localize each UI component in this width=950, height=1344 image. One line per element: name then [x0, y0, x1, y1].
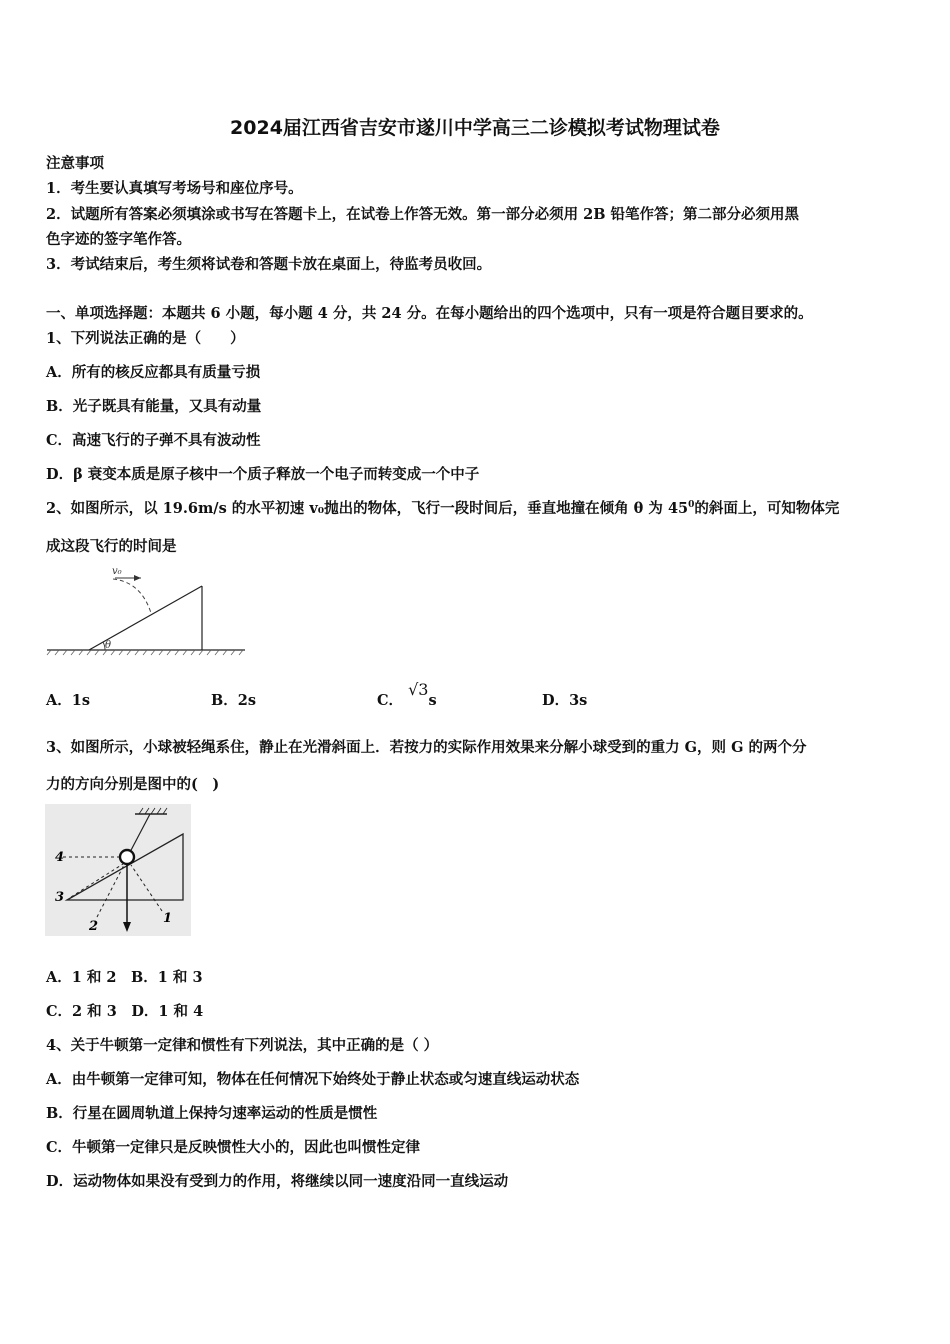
q1-option-b: B．光子既具有能量，又具有动量 [46, 398, 262, 415]
q1-stem: 1、下列说法正确的是（ ） [46, 330, 245, 347]
q2-stem-line2: 成这段飞行的时间是 [46, 538, 177, 555]
angle-label: θ [105, 640, 112, 651]
q4-option-a: A．由牛顿第一定律可知，物体在任何情况下始终处于静止状态或匀速直线运动状态 [46, 1071, 580, 1088]
notice-heading: 注意事项 [46, 155, 104, 172]
label-4: 4 [55, 850, 65, 865]
q3-stem-line1: 3、如图所示，小球被轻绳系住，静止在光滑斜面上．若按力的实际作用效果来分解小球受到的重力 G，则 G 的两个分 [46, 739, 807, 756]
q2-stem-b: 的斜面上，可知物体完 [694, 500, 840, 517]
q1-option-d: D．β 衰变本质是原子核中一个质子释放一个电子而转变成一个中子 [46, 466, 480, 483]
q2-figure-incline [45, 562, 250, 660]
q2-option-b: B．2s [211, 692, 257, 709]
notice-item-2: 2．试题所有答案必须填涂或书写在答题卡上，在试卷上作答无效。第一部分必须用 2B 铅笔作答；第二部分必须用黑 [46, 206, 800, 223]
q4-option-c: C．牛顿第一定律只是反映惯性大小的，因此也叫惯性定律 [46, 1139, 421, 1156]
q2-option-c-prefix: C． [377, 692, 404, 709]
q2-stem-sup: 0 [688, 500, 695, 511]
section-heading: 一、单项选择题：本题共 6 小题，每小题 4 分，共 24 分。在每小题给出的四个选项中，只有一项是符合题目要求的。 [46, 305, 813, 322]
notice-item-3: 3．考试结束后，考生须将试卷和答题卡放在桌面上，待监考员收回。 [46, 256, 492, 273]
notice-item-2-cont: 色字迹的签字笔作答。 [46, 231, 191, 248]
q2-stem-a: 2、如图所示，以 19.6m/s 的水平初速 v₀抛出的物体，飞行一段时间后，垂直地撞在倾角 θ 为 45 [46, 500, 689, 517]
q2-option-d: D．3s [542, 692, 588, 709]
velocity-label: v₀ [112, 566, 122, 577]
q1-option-c: C．高速飞行的子弹不具有波动性 [46, 432, 261, 449]
label-2: 2 [89, 919, 99, 934]
velocity-arrowhead [134, 575, 141, 581]
q4-stem: 4、关于牛顿第一定律和惯性有下列说法，其中正确的是（ ） [46, 1037, 439, 1054]
ground-hatch [47, 650, 243, 655]
label-3: 3 [55, 890, 65, 905]
ball [120, 850, 134, 864]
trajectory-path [113, 579, 151, 613]
q4-option-d: D．运动物体如果没有受到力的作用，将继续以同一速度沿同一直线运动 [46, 1173, 509, 1190]
q3-figure-ball-on-slope [45, 804, 191, 936]
q2-option-c-unit: s [428, 692, 437, 709]
q3-options-row1: A．1 和 2 B．1 和 3 [46, 969, 203, 986]
q2-option-c [377, 680, 437, 710]
q2-option-a: A．1s [46, 692, 91, 709]
page-title: 2024届江西省吉安市遂川中学高三二诊模拟考试物理试卷 [230, 117, 720, 139]
q3-options-row2: C．2 和 3 D．1 和 4 [46, 1003, 204, 1020]
q2-stem-line1 [46, 497, 839, 518]
notice-item-1: 1．考生要认真填写考场号和座位序号。 [46, 180, 303, 197]
q2-option-c-root: √3 [408, 680, 429, 699]
q3-stem-line2: 力的方向分别是图中的( ) [46, 776, 220, 793]
q4-option-b: B．行星在圆周轨道上保持匀速率运动的性质是惯性 [46, 1105, 378, 1122]
label-1: 1 [163, 911, 173, 926]
q1-option-a: A．所有的核反应都具有质量亏损 [46, 364, 261, 381]
